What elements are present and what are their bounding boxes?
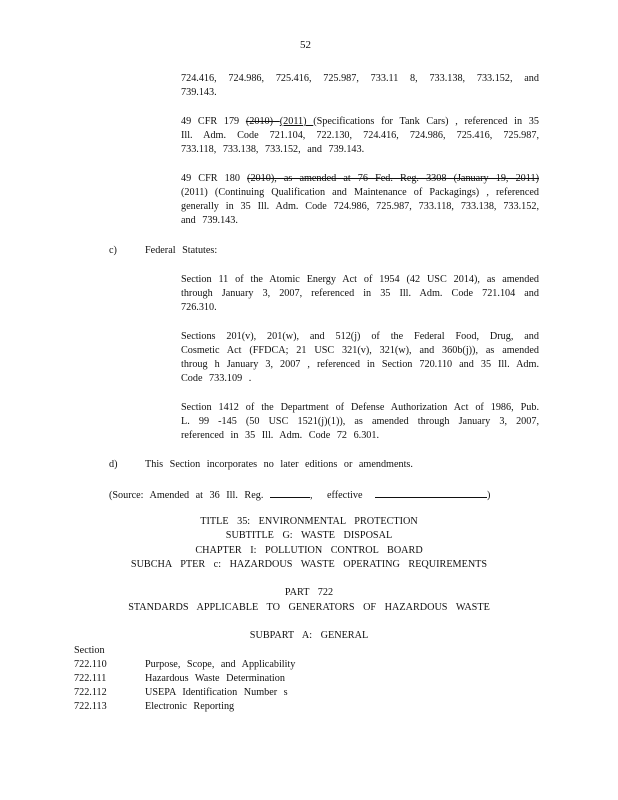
- cfr-179-paragraph: [181, 115, 539, 157]
- cfr-180-paragraph: [181, 172, 539, 228]
- cfr-180-prefix: 49 CFR 180: [181, 173, 248, 184]
- toc-section-heading: Section: [74, 645, 105, 656]
- toc-section-number: 722.112: [74, 687, 107, 698]
- subchapter-heading: SUBCHA PTER c: HAZARDOUS WASTE OPERATING REQUIREMENTS: [130, 559, 488, 570]
- cfr-180-entry: [181, 172, 539, 228]
- cfr-180-struck-text: (2010), as amended at 76 Fed. Reg. 3308 (January 19, 2011): [247, 173, 539, 184]
- toc-section-number: 722.110: [74, 659, 107, 670]
- source-prefix: (Source: Amended at 36 Ill. Reg.: [109, 490, 264, 501]
- federal-statutes-marker: c): [109, 245, 117, 256]
- statute-defense-authorization-act: [181, 401, 539, 443]
- subpart-heading: SUBPART A: GENERAL: [249, 630, 369, 641]
- toc-section-number: 722.113: [74, 701, 107, 712]
- toc-section-title: Electronic Reporting: [145, 701, 235, 712]
- cfr-180-rest: (2011) (Continuing Qualification and Maintenance of Packagings) , referenced generally in 35 Ill. Adm. Code 724.986, 725.987, 733.118, 733.138, 733.152, and 739.143.: [181, 187, 539, 226]
- cfr-179-struck-text: (2010): [245, 116, 280, 127]
- later-editions-text: This Section incorporates no later editions or amendments.: [145, 459, 413, 470]
- source-effective-label: effective: [327, 490, 363, 501]
- cfr-list-continuation: [181, 72, 539, 100]
- toc-section-title: USEPA Identification Number s: [145, 687, 288, 698]
- toc-section-title: Hazardous Waste Determination: [145, 673, 285, 684]
- statute-ffdca: [181, 330, 539, 386]
- source-note: [109, 487, 490, 503]
- cfr-continuation-text: 724.416, 724.986, 725.416, 725.987, 733.11 8, 733.138, 733.152, and 739.143.: [181, 73, 539, 98]
- statute-text: Section 1412 of the Department of Defense Authorization Act of 1986, Pub. L. 99 -145 (50 USC 1521(j)(1)), as amended through January 3, 2007, referenced in 35 Ill. Adm. Code 72 6.301.: [181, 402, 539, 441]
- source-effective-blank: [375, 487, 487, 498]
- statute-text: Section 11 of the Atomic Energy Act of 1954 (42 USC 2014), as amended through January 3, 2007, referenced in 35 Ill. Adm. Code 721.104 and 726.310.: [181, 274, 539, 313]
- page-number: 52: [300, 39, 311, 51]
- cfr-179-prefix: 49 CFR 179: [181, 116, 246, 127]
- title-heading: TITLE 35: ENVIRONMENTAL PROTECTION: [200, 516, 418, 527]
- cfr-179-underlined-text: (2011): [279, 116, 314, 127]
- federal-statutes-heading: Federal Statutes:: [145, 245, 218, 256]
- chapter-heading: CHAPTER I: POLLUTION CONTROL BOARD: [195, 545, 423, 556]
- subtitle-heading: SUBTITLE G: WASTE DISPOSAL: [225, 530, 393, 541]
- cfr-179-entry: [181, 115, 539, 157]
- toc-section-number: 722.111: [74, 673, 107, 684]
- statute-text: Sections 201(v), 201(w), and 512(j) of the Federal Food, Drug, and Cosmetic Act (FFDCA; 21 USC 321(v), 321(w), and 360b(j)), as amended throug h January 3, 2007 , referenced in Section 720.110 and 35 Ill. Adm. Code 733.109 .: [181, 331, 539, 384]
- cfr-179-rest: (Specifications for Tank Cars) , referenced in 35 Ill. Adm. Code 721.104, 722.130, 724.416, 724.986, 725.416, 725.987, 733.118, 733.138, 733.152, and 739.143.: [181, 116, 539, 155]
- toc-section-title: Purpose, Scope, and Applicability: [145, 659, 296, 670]
- source-register-blank: [270, 487, 310, 498]
- part-title-heading: STANDARDS APPLICABLE TO GENERATORS OF HAZARDOUS WASTE: [128, 602, 490, 613]
- source-comma: ,: [309, 490, 313, 501]
- statute-atomic-energy-act: [181, 273, 539, 315]
- part-heading: PART 722: [284, 587, 334, 598]
- later-editions-marker: d): [109, 459, 118, 470]
- source-close-paren: ): [487, 490, 491, 501]
